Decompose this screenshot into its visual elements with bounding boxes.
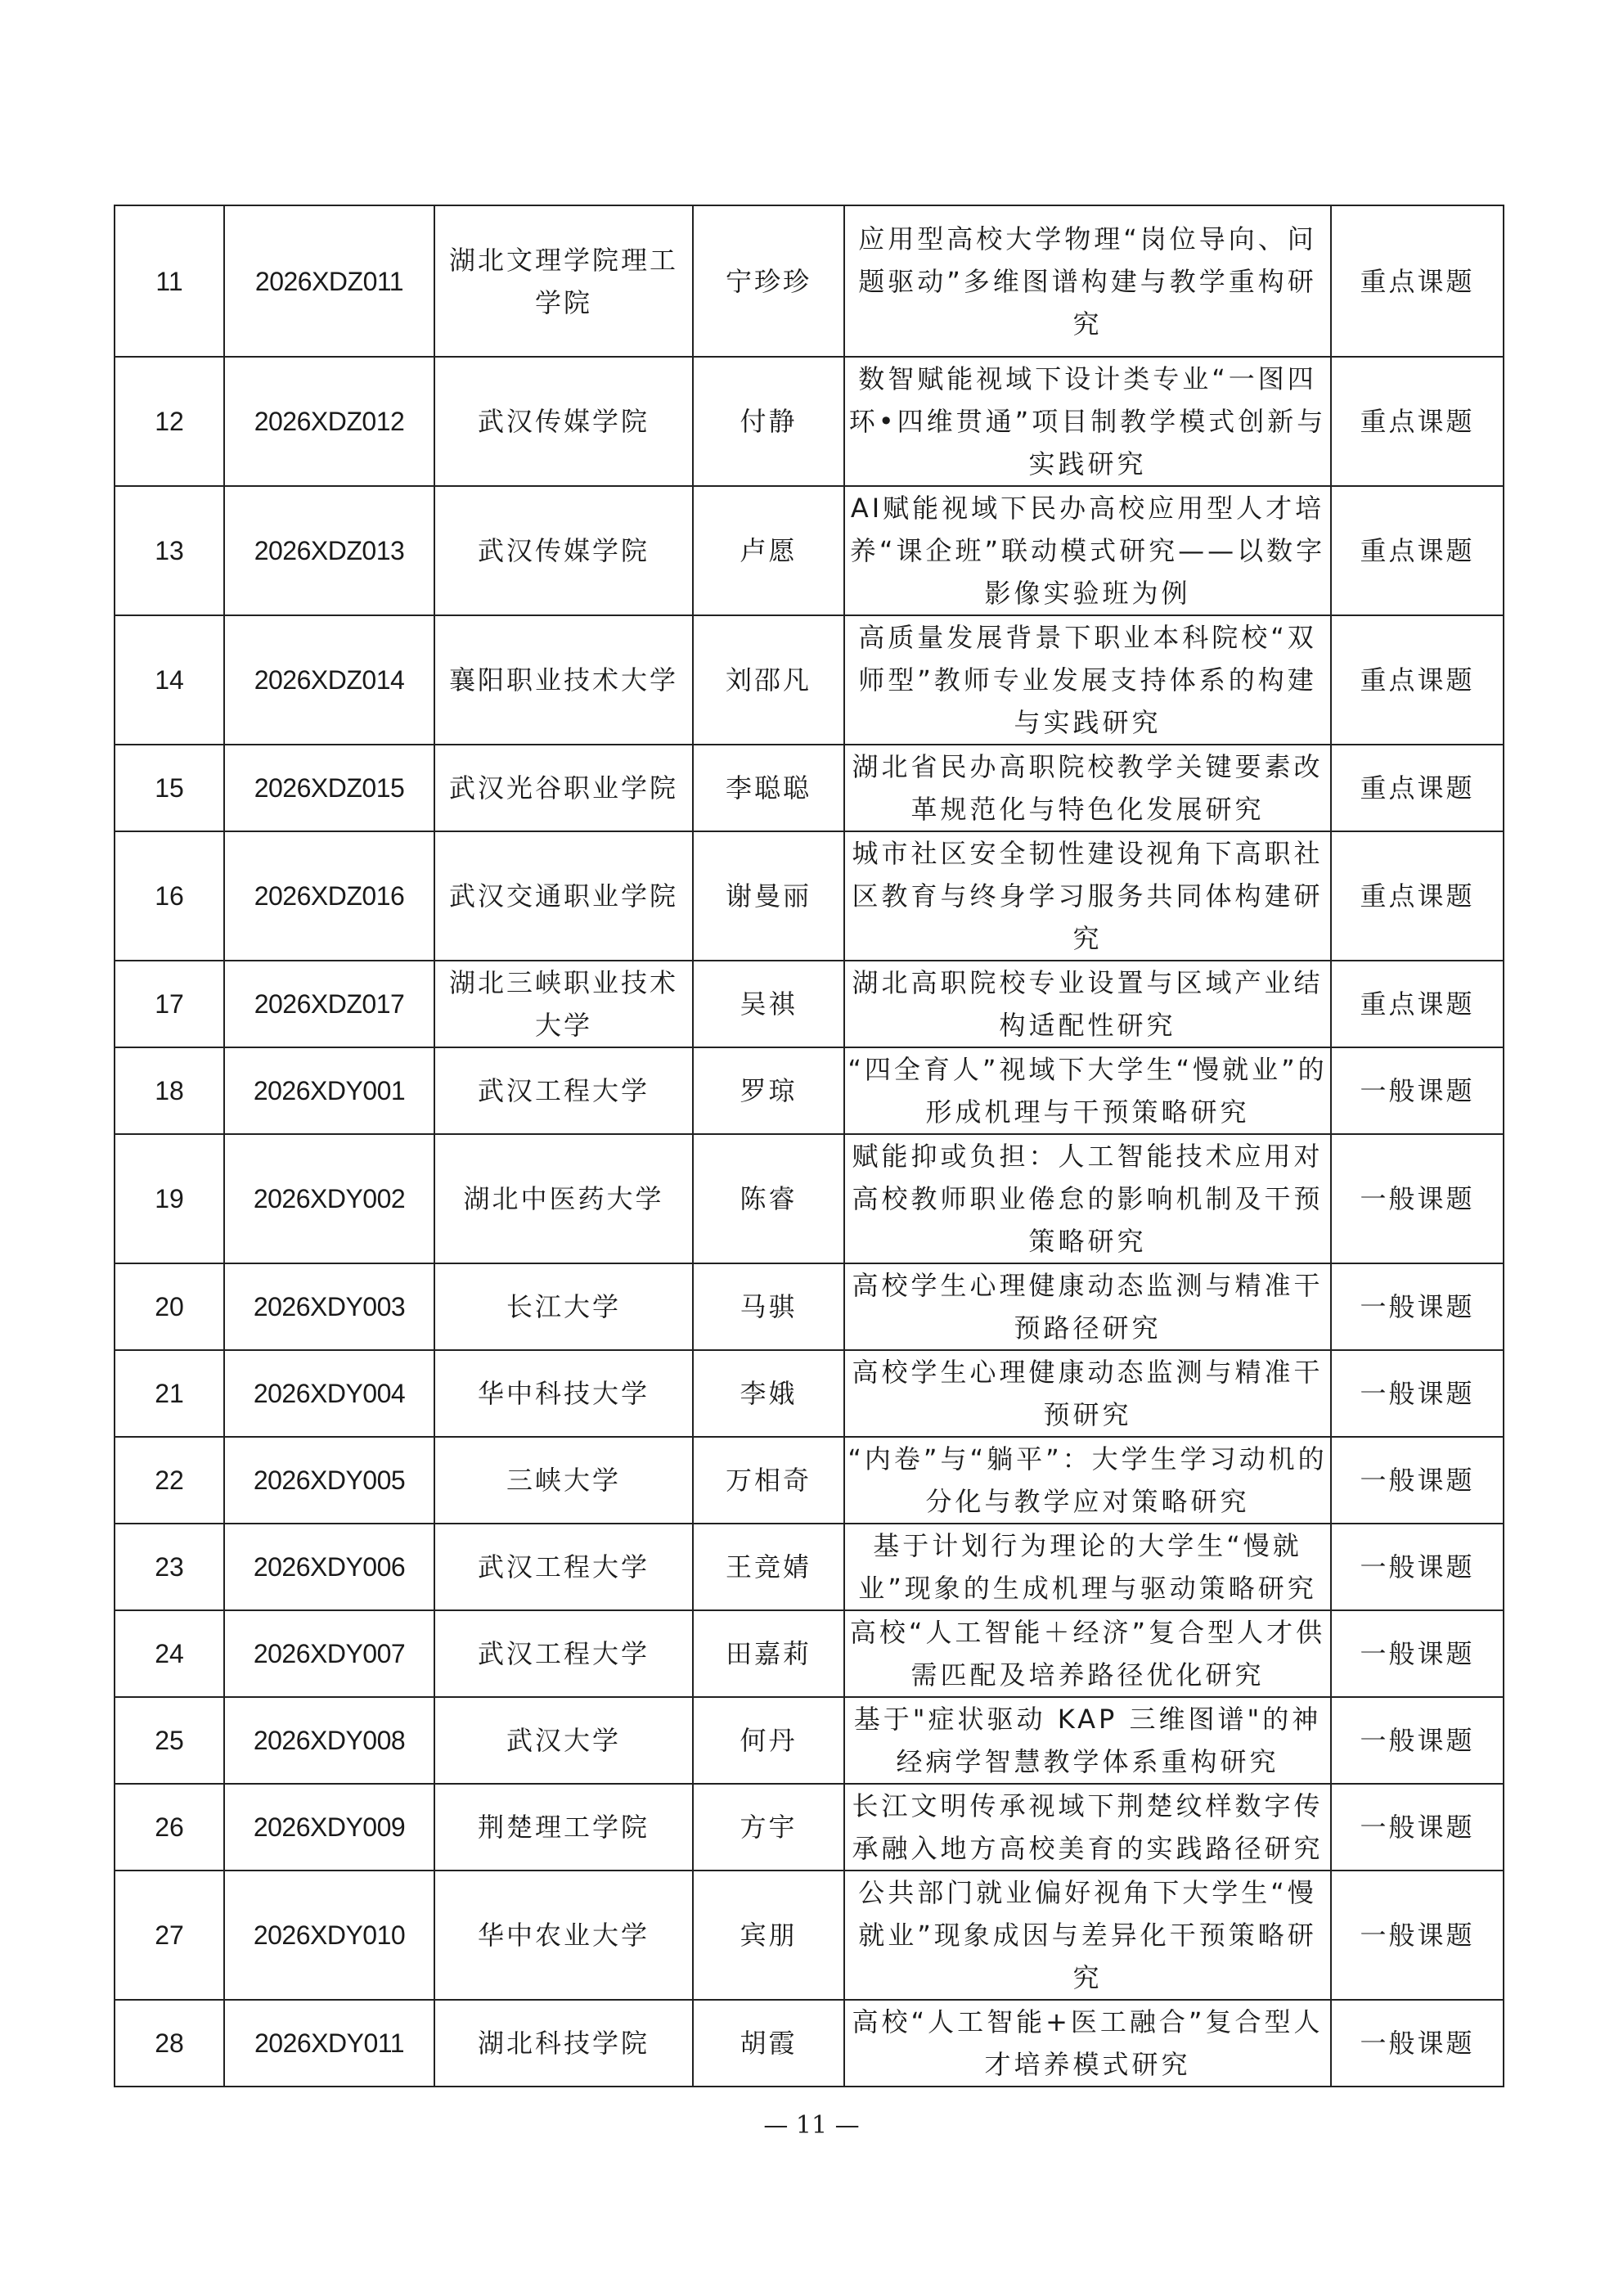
row-unit: 三峡大学 [434,1437,693,1524]
row-seq: 14 [115,615,224,745]
page-number: — 11 — [763,2111,860,2140]
row-code: 2026XDY005 [224,1437,434,1524]
row-seq: 12 [115,357,224,486]
table-row [115,357,1504,486]
row-unit: 华中科技大学 [434,1350,693,1437]
row-code: 2026XDY006 [224,1524,434,1610]
row-seq: 21 [115,1350,224,1437]
table-row [115,1134,1504,1263]
row-code: 2026XDY002 [224,1134,434,1263]
row-title: 基于计划行为理论的大学生“慢就业”现象的生成机理与驱动策略研究 [844,1524,1331,1610]
row-type: 一般课题 [1331,1524,1504,1610]
table-row [115,1263,1504,1350]
row-person: 宾朋 [693,1871,844,2000]
row-person: 吴祺 [693,961,844,1047]
row-type: 一般课题 [1331,1263,1504,1350]
row-type: 一般课题 [1331,2000,1504,2087]
row-code: 2026XDZ017 [224,961,434,1047]
row-type: 重点课题 [1331,615,1504,745]
row-seq: 17 [115,961,224,1047]
row-code: 2026XDY008 [224,1697,434,1784]
row-title: AI赋能视域下民办高校应用型人才培养“课企班”联动模式研究——以数字影像实验班为例 [844,486,1331,615]
row-type: 重点课题 [1331,961,1504,1047]
row-title: “内卷”与“躺平”：大学生学习动机的分化与教学应对策略研究 [844,1437,1331,1524]
row-unit: 长江大学 [434,1263,693,1350]
row-code: 2026XDY009 [224,1784,434,1871]
row-person: 卢愿 [693,486,844,615]
row-title: 公共部门就业偏好视角下大学生“慢就业”现象成因与差异化干预策略研究 [844,1871,1331,2000]
row-unit: 武汉工程大学 [434,1047,693,1134]
row-code: 2026XDY001 [224,1047,434,1134]
row-type: 一般课题 [1331,1350,1504,1437]
table-row [115,1610,1504,1697]
row-person: 罗琼 [693,1047,844,1134]
row-unit: 湖北文理学院理工学院 [434,205,693,357]
table-body [115,205,1504,2087]
table-row [115,1350,1504,1437]
row-person: 宁珍珍 [693,205,844,357]
row-seq: 13 [115,486,224,615]
row-code: 2026XDZ016 [224,831,434,961]
row-type: 重点课题 [1331,205,1504,357]
row-code: 2026XDZ011 [224,205,434,357]
row-person: 王竞婧 [693,1524,844,1610]
table-row [115,1524,1504,1610]
row-code: 2026XDZ012 [224,357,434,486]
row-seq: 16 [115,831,224,961]
row-unit: 襄阳职业技术大学 [434,615,693,745]
row-person: 何丹 [693,1697,844,1784]
row-seq: 19 [115,1134,224,1263]
row-person: 谢曼丽 [693,831,844,961]
row-type: 重点课题 [1331,486,1504,615]
row-title: 应用型高校大学物理“岗位导向、问题驱动”多维图谱构建与教学重构研究 [844,205,1331,357]
table-row [115,745,1504,831]
row-type: 一般课题 [1331,1134,1504,1263]
row-code: 2026XDY007 [224,1610,434,1697]
row-title: 高校“人工智能+医工融合”复合型人才培养模式研究 [844,2000,1331,2087]
row-unit: 华中农业大学 [434,1871,693,2000]
row-unit: 武汉工程大学 [434,1610,693,1697]
row-person: 田嘉莉 [693,1610,844,1697]
table-row [115,961,1504,1047]
row-code: 2026XDZ014 [224,615,434,745]
row-title: 城市社区安全韧性建设视角下高职社区教育与终身学习服务共同体构建研究 [844,831,1331,961]
row-seq: 23 [115,1524,224,1610]
row-unit: 荆楚理工学院 [434,1784,693,1871]
row-title: “四全育人”视域下大学生“慢就业”的形成机理与干预策略研究 [844,1047,1331,1134]
row-person: 李聪聪 [693,745,844,831]
row-seq: 28 [115,2000,224,2087]
row-title: 高校学生心理健康动态监测与精准干预路径研究 [844,1263,1331,1350]
row-person: 付静 [693,357,844,486]
row-code: 2026XDY003 [224,1263,434,1350]
row-person: 方宇 [693,1784,844,1871]
row-code: 2026XDY011 [224,2000,434,2087]
row-seq: 18 [115,1047,224,1134]
row-code: 2026XDZ013 [224,486,434,615]
row-title: 高校学生心理健康动态监测与精准干预研究 [844,1350,1331,1437]
row-seq: 20 [115,1263,224,1350]
row-seq: 22 [115,1437,224,1524]
row-unit: 武汉交通职业学院 [434,831,693,961]
row-type: 一般课题 [1331,1437,1504,1524]
row-unit: 湖北科技学院 [434,2000,693,2087]
row-unit: 武汉大学 [434,1697,693,1784]
row-code: 2026XDY004 [224,1350,434,1437]
row-person: 陈睿 [693,1134,844,1263]
row-seq: 25 [115,1697,224,1784]
row-type: 一般课题 [1331,1871,1504,2000]
row-title: 数智赋能视域下设计类专业“一图四环•四维贯通”项目制教学模式创新与实践研究 [844,357,1331,486]
row-type: 重点课题 [1331,357,1504,486]
row-unit: 武汉光谷职业学院 [434,745,693,831]
table-row [115,1047,1504,1134]
row-person: 李娥 [693,1350,844,1437]
row-title: 湖北高职院校专业设置与区域产业结构适配性研究 [844,961,1331,1047]
row-title: 赋能抑或负担：人工智能技术应用对高校教师职业倦怠的影响机制及干预策略研究 [844,1134,1331,1263]
row-title: 湖北省民办高职院校教学关键要素改革规范化与特色化发展研究 [844,745,1331,831]
table-row [115,486,1504,615]
table-row [115,1871,1504,2000]
row-seq: 11 [115,205,224,357]
table-row [115,615,1504,745]
table-row [115,1697,1504,1784]
row-type: 一般课题 [1331,1697,1504,1784]
row-seq: 15 [115,745,224,831]
row-seq: 24 [115,1610,224,1697]
row-unit: 武汉工程大学 [434,1524,693,1610]
row-person: 胡霞 [693,2000,844,2087]
row-title: 长江文明传承视域下荆楚纹样数字传承融入地方高校美育的实践路径研究 [844,1784,1331,1871]
row-seq: 27 [115,1871,224,2000]
table-row [115,1784,1504,1871]
row-seq: 26 [115,1784,224,1871]
row-title: 基于"症状驱动 KAP 三维图谱"的神经病学智慧教学体系重构研究 [844,1697,1331,1784]
table-row [115,2000,1504,2087]
row-type: 一般课题 [1331,1610,1504,1697]
row-title: 高质量发展背景下职业本科院校“双师型”教师专业发展支持体系的构建与实践研究 [844,615,1331,745]
row-type: 重点课题 [1331,745,1504,831]
row-code: 2026XDZ015 [224,745,434,831]
row-type: 重点课题 [1331,831,1504,961]
row-unit: 武汉传媒学院 [434,486,693,615]
row-unit: 湖北中医药大学 [434,1134,693,1263]
project-list-table [114,205,1504,2087]
row-unit: 湖北三峡职业技术大学 [434,961,693,1047]
row-person: 万相奇 [693,1437,844,1524]
table-row [115,1437,1504,1524]
row-person: 刘邵凡 [693,615,844,745]
table-row [115,831,1504,961]
row-type: 一般课题 [1331,1047,1504,1134]
table-row [115,205,1504,357]
row-unit: 武汉传媒学院 [434,357,693,486]
row-person: 马骐 [693,1263,844,1350]
row-type: 一般课题 [1331,1784,1504,1871]
row-title: 高校“人工智能＋经济”复合型人才供需匹配及培养路径优化研究 [844,1610,1331,1697]
row-code: 2026XDY010 [224,1871,434,2000]
